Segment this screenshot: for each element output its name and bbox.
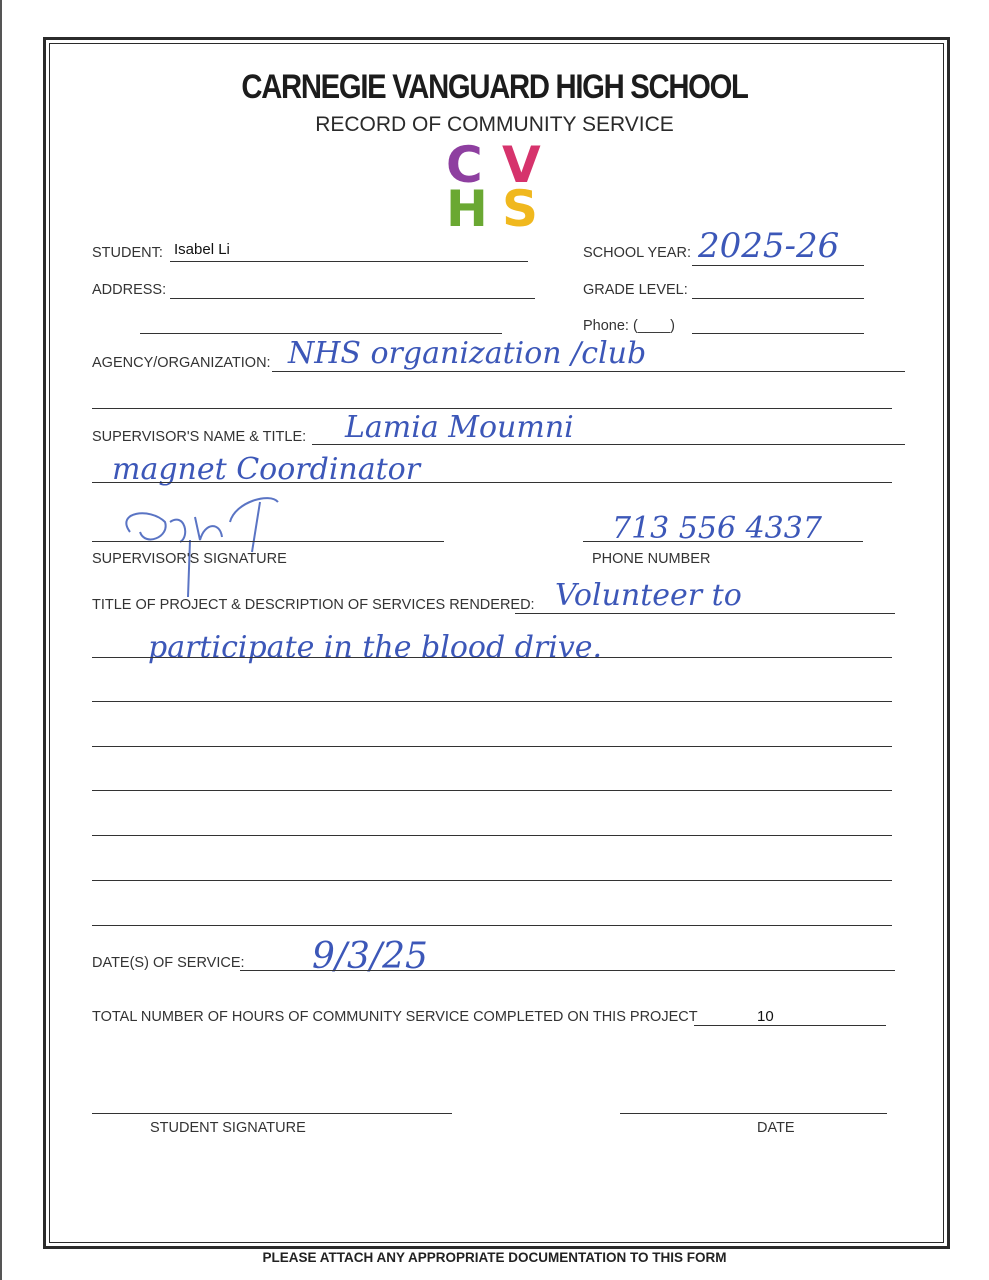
student-signature-line (92, 1113, 452, 1114)
supervisor-signature-line (92, 541, 444, 542)
project-line-4 (92, 746, 892, 747)
project-line-2-value[interactable]: participate in the blood drive. (148, 630, 603, 665)
footer-note: PLEASE ATTACH ANY APPROPRIATE DOCUMENTATION TO THIS FORM (262, 1250, 727, 1265)
school-logo (444, 140, 578, 228)
address-label: ADDRESS: (92, 282, 167, 298)
supervisor-line-2 (92, 482, 892, 483)
logo-letter-s: S (502, 180, 539, 228)
supervisor-label: SUPERVISOR'S NAME & TITLE: (92, 429, 307, 445)
project-line-8 (92, 925, 892, 926)
supervisor-title-value[interactable]: magnet Coordinator (112, 452, 421, 487)
project-line-3 (92, 701, 892, 702)
school-year-label: SCHOOL YEAR: (583, 245, 691, 261)
student-line (170, 261, 528, 262)
page-edge (0, 0, 2, 1280)
phone-label: Phone: (____) (583, 318, 675, 334)
date-line (620, 1113, 887, 1114)
supervisor-name-value[interactable]: Lamia Moumni (345, 410, 574, 445)
dates-value[interactable]: 9/3/25 (312, 936, 428, 977)
hours-line (694, 1025, 886, 1026)
phone-number-line (583, 541, 863, 542)
project-line-1 (515, 613, 895, 614)
supervisor-signature-label: SUPERVISOR'S SIGNATURE (92, 551, 287, 567)
address-line-2 (140, 333, 502, 334)
student-label: STUDENT: (92, 245, 163, 261)
project-label: TITLE OF PROJECT & DESCRIPTION OF SERVICES RENDERED: (92, 597, 535, 613)
project-line-1-value[interactable]: Volunteer to (555, 578, 742, 613)
phone-line (692, 333, 864, 334)
school-name: CARNEGIE VANGUARD HIGH SCHOOL (241, 68, 748, 106)
logo-letter-h: H (446, 180, 488, 228)
school-year-line (692, 265, 864, 266)
logo-letter-c: C (446, 140, 483, 194)
agency-label: AGENCY/ORGANIZATION: (92, 355, 271, 371)
form-title: RECORD OF COMMUNITY SERVICE (315, 113, 674, 136)
student-name-value[interactable]: Isabel Li (174, 241, 230, 258)
grade-level-line (692, 298, 864, 299)
supervisor-line (312, 444, 905, 445)
project-line-6 (92, 835, 892, 836)
hours-value[interactable]: 10 (757, 1008, 774, 1025)
student-signature-label: STUDENT SIGNATURE (150, 1120, 306, 1136)
phone-number-value[interactable]: 713 556 4337 (612, 511, 822, 546)
agency-value[interactable]: NHS organization /club (288, 336, 647, 371)
project-line-2 (92, 657, 892, 658)
agency-line-2 (92, 408, 892, 409)
project-line-7 (92, 880, 892, 881)
address-line (170, 298, 535, 299)
grade-level-label: GRADE LEVEL: (583, 282, 688, 298)
dates-label: DATE(S) OF SERVICE: (92, 955, 245, 971)
date-label: DATE (757, 1120, 795, 1136)
phone-number-label: PHONE NUMBER (592, 551, 711, 567)
dates-line (240, 970, 895, 971)
agency-line (272, 371, 905, 372)
project-line-5 (92, 790, 892, 791)
supervisor-signature-scribble (110, 492, 300, 602)
school-year-value[interactable]: 2025-26 (698, 226, 840, 266)
hours-label: TOTAL NUMBER OF HOURS OF COMMUNITY SERVICE COMPLETED ON THIS PROJECT (92, 1009, 698, 1025)
logo-letter-v: V (502, 140, 541, 194)
